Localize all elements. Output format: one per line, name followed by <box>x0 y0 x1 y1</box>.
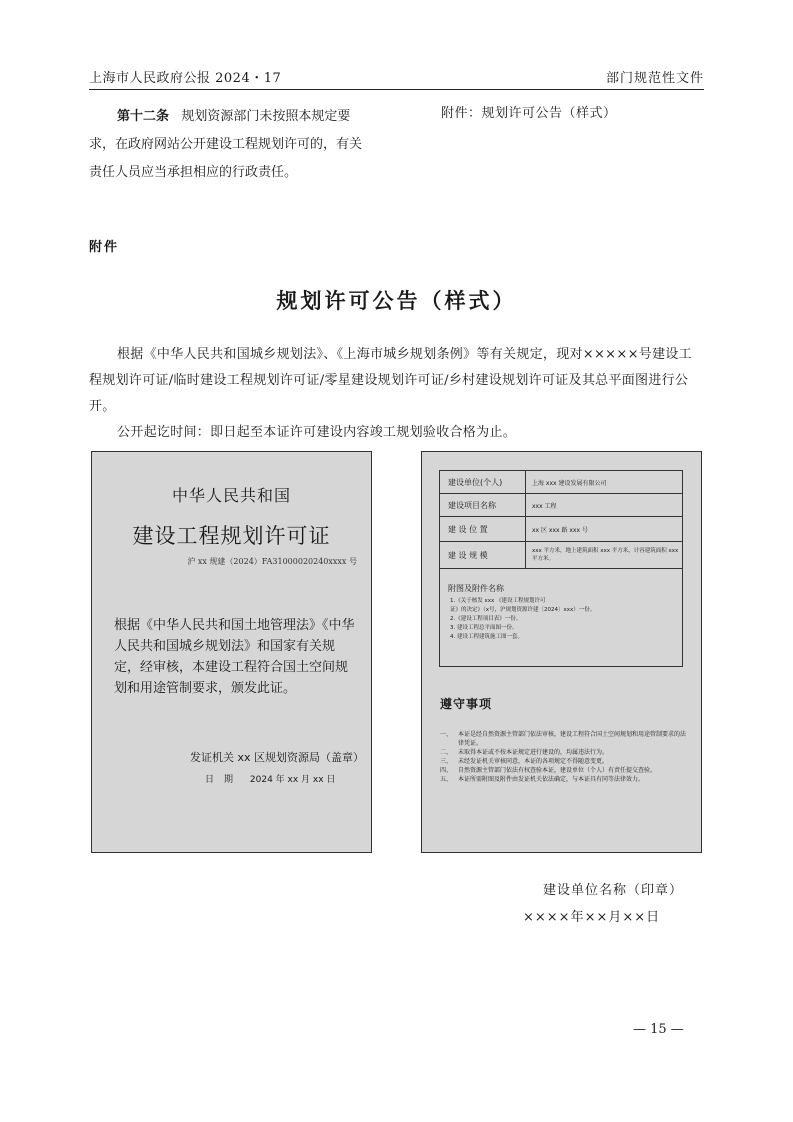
table-row <box>440 517 682 542</box>
item-number: 五、 <box>440 776 453 783</box>
row-value: xxx 平方米，地上建筑面积 xxx 平方米，计容建筑面积 xxx 平方米。 <box>532 548 679 562</box>
page-number: — 15 — <box>633 1022 684 1037</box>
list-item <box>440 748 690 757</box>
item-text: 本证所需附图及附件由发证机关依法确定，与本证具有同等法律效力。 <box>458 776 645 783</box>
article-number: 第十二条 <box>117 109 170 124</box>
row-label: 建 设 规 模 <box>440 542 526 568</box>
item-text: 未取得本证或不按本证规定进行建设的，均属违法行为。 <box>458 749 609 756</box>
list-item: 4. 建设工程建筑施工图一套。 <box>450 634 523 640</box>
list-item: 1.《关于核发 xxx 《建设工程规划许可 <box>450 598 546 604</box>
table-row <box>440 471 682 494</box>
signature-unit: 建设单位名称（印章） <box>543 883 684 898</box>
row-value: 上海 xxx 建设发展有限公司 <box>532 479 607 487</box>
row-label: 建设项目名称 <box>440 494 526 516</box>
observe-title: 遵守事项 <box>440 697 493 711</box>
certificate-date-value: 2024 年 xx 月 xx 日 <box>249 775 336 785</box>
certificate-issuer: 发证机关 xx 区规划资源局（盖章） <box>190 751 365 764</box>
page-title: 规划许可公告（样式） <box>276 289 517 313</box>
certificate-country: 中华人民共和国 <box>171 486 291 505</box>
article-text-line2: 求，在政府网站公开建设工程规划许可的，有关 <box>89 137 363 152</box>
row-label: 建设单位(个人) <box>440 471 526 493</box>
row-value: xx 区 xxx 路 xxx 号 <box>532 526 588 534</box>
attachment-note: 附件：规划许可公告（样式） <box>441 106 617 121</box>
certificate-date <box>205 772 335 785</box>
permit-certificate-back <box>421 451 702 853</box>
item-number: 四、 <box>440 767 453 774</box>
list-item <box>440 730 690 748</box>
certificate-body: 根据《中华人民共和国土地管理法》《中华人民共和国城乡规划法》和国家有关规定，经审核，本建设工程符合国土空间规划和用途管制要求，颁发此证。 <box>114 618 355 696</box>
item-text: 未经发证机关审核同意，本证的各项规定不得随意变更。 <box>458 758 609 765</box>
item-text: 自然资源主管部门依法有权查验本证，建设单位（个人）有责任提交查验。 <box>458 767 657 774</box>
article-text-line1: 规划资源部门未按照本规定要 <box>181 109 351 124</box>
list-item <box>440 766 690 775</box>
disclosure-period: 公开起讫时间：即日起至本证许可建设内容竣工规划验收合格为止。 <box>117 425 517 440</box>
row-value: xxx 工程 <box>532 502 557 510</box>
row-label: 建 设 位 置 <box>440 517 526 541</box>
list-item: 3. 建设工程总平面图一份。 <box>450 625 518 631</box>
list-item: 2.《建设工程项目表》一份。 <box>450 616 522 622</box>
table-row <box>440 494 682 517</box>
list-item: 证》的决定》（x号，沪规划资源许建〔2024〕xxx）一份。 <box>450 607 596 613</box>
announcement-paragraph: 根据《中华人民共和国城乡规划法》、《上海市城乡规划条例》等有关规定，现对×××××号建设工程规划许可证/临时建设工程规划许可证/零星建设规划许可证/乡村建设规划许可证及其总平面图进行公开。 <box>89 347 692 414</box>
permit-certificate-front <box>91 451 372 853</box>
attachment-label: 附件 <box>89 240 120 255</box>
table-row <box>440 542 682 569</box>
attachments-title: 附图及附件名称 <box>448 584 504 593</box>
certificate-date-label: 日期 <box>205 775 244 785</box>
announcement-body <box>89 342 704 446</box>
certificate-number: 沪 xx 规建（2024）FA31000020240xxxx 号 <box>187 557 357 566</box>
signature-date: ××××年××月××日 <box>523 910 661 925</box>
list-item <box>440 757 690 766</box>
observe-list <box>440 730 690 784</box>
item-number: 一、 <box>440 731 453 738</box>
attachments-list <box>450 597 675 642</box>
list-item <box>440 775 690 784</box>
article-text-line3: 责任人员应当承担相应的行政责任。 <box>89 165 298 180</box>
item-text: 本证是经自然资源主管部门依法审核，建设工程符合国土空间规划和用途管制要求的法律凭证。 <box>458 731 687 747</box>
project-info-table <box>439 470 683 667</box>
gazette-header: 上海市人民政府公报 2024・17 <box>89 71 282 86</box>
item-number: 二、 <box>440 749 453 756</box>
certificate-title: 建设工程规划许可证 <box>132 524 331 548</box>
article-12 <box>89 103 389 187</box>
header-divider <box>89 89 704 90</box>
item-number: 三、 <box>440 758 453 765</box>
document-category: 部门规范性文件 <box>605 71 704 86</box>
